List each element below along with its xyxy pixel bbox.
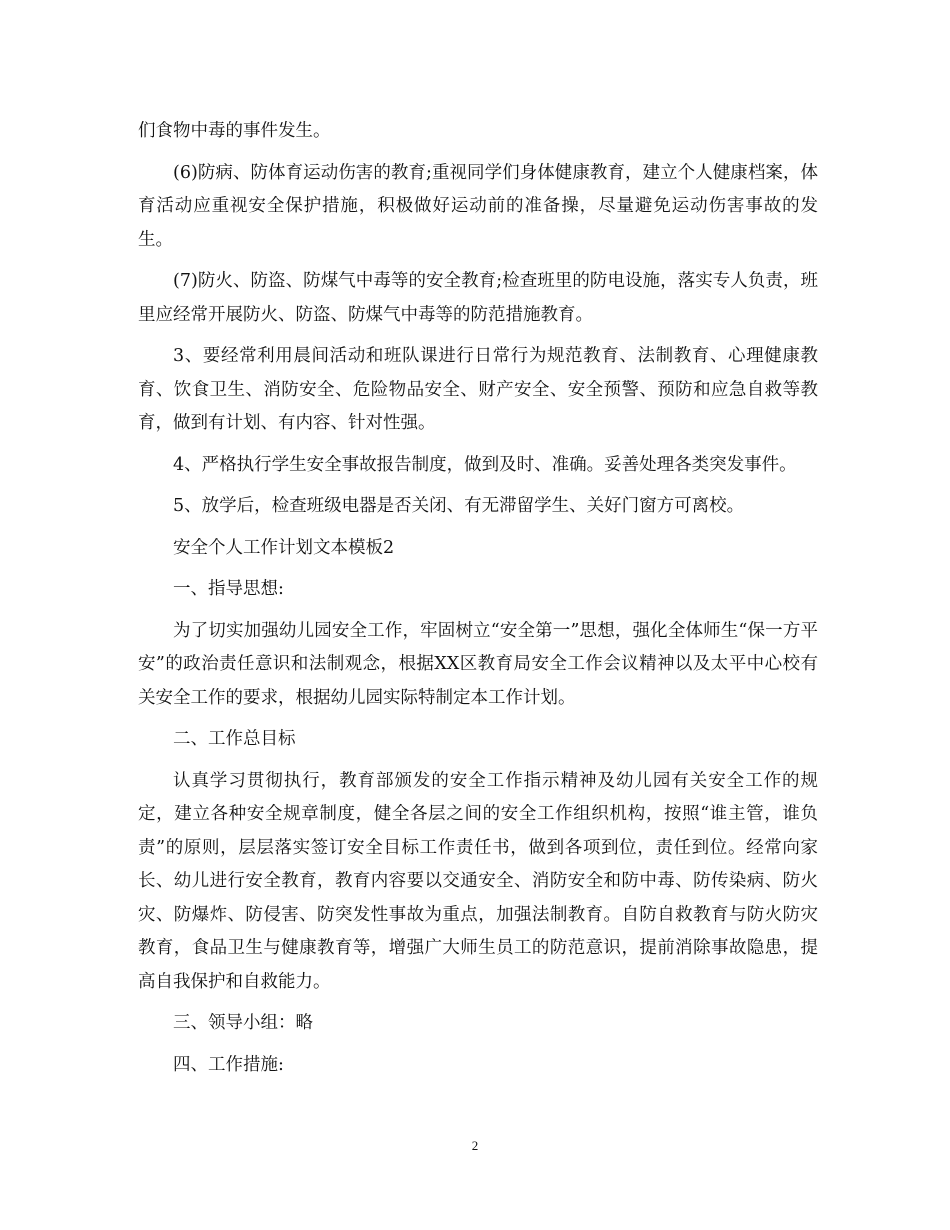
paragraph: 3、要经常利用晨间活动和班队课进行日常行为规范教育、法制教育、心理健康教育、饮食卫生、消防安全、危险物品安全、财产安全、安全预警、预防和应急自救等教育，做到有计划、有内容、针对性强。 (138, 346, 818, 433)
paragraph: 一、指导思想: (173, 579, 284, 599)
paragraph: (7)防火、防盗、防煤气中毒等的安全教育;检查班里的防电设施，落实专人负责，班里应经常开展防火、防盗、防煤气中毒等的防范措施教育。 (138, 271, 818, 325)
paragraph: 三、领导小组：略 (173, 1013, 313, 1033)
paragraph: 们食物中毒的事件发生。 (138, 121, 331, 141)
document-body (138, 115, 818, 1090)
paragraph: 安全个人工作计划文本模板2 (173, 537, 395, 558)
paragraph: 4、严格执行学生安全事故报告制度，做到及时、准确。妥善处理各类突发事件。 (173, 454, 797, 475)
paragraph: 认真学习贯彻执行，教育部颁发的安全工作指示精神及幼儿园有关安全工作的规定，建立各种安全规章制度，健全各层之间的安全工作组织机构，按照“谁主管，谁负责”的原则，层层落实签订安全目标工作责任书，做到各项到位，责任到位。经常向家长、幼儿进行安全教育，教育内容要以交通安全、消防安全和防中毒、防传染病、防火灾、防爆炸、防侵害、防突发性事故为重点，加强法制教育。自防自救教育与防火防灾教育，食品卫生与健康教育等，增强广大师生员工的防范意识，提前消除事故隐患，提高自我保护和自救能力。 (138, 770, 818, 992)
paragraph: 四、工作措施: (173, 1054, 284, 1075)
page-number: 2 (471, 1138, 479, 1153)
paragraph: 为了切实加强幼儿园安全工作，牢固树立“安全第一”思想，强化全体师生“保一方平安”的政治责任意识和法制观念，根据XX区教育局安全工作会议精神以及太平中心校有关安全工作的要求，根据幼儿园实际特制定本工作计划。 (138, 620, 818, 708)
paragraph: 二、工作总目标 (173, 729, 296, 749)
paragraph: 5、放学后，检查班级电器是否关闭、有无滞留学生、关好门窗方可离校。 (173, 496, 745, 516)
paragraph: (6)防病、防体育运动伤害的教育;重视同学们身体健康教育，建立个人健康档案，体育活动应重视安全保护措施，积极做好运动前的准备操，尽量避免运动伤害事故的发生。 (138, 162, 818, 250)
